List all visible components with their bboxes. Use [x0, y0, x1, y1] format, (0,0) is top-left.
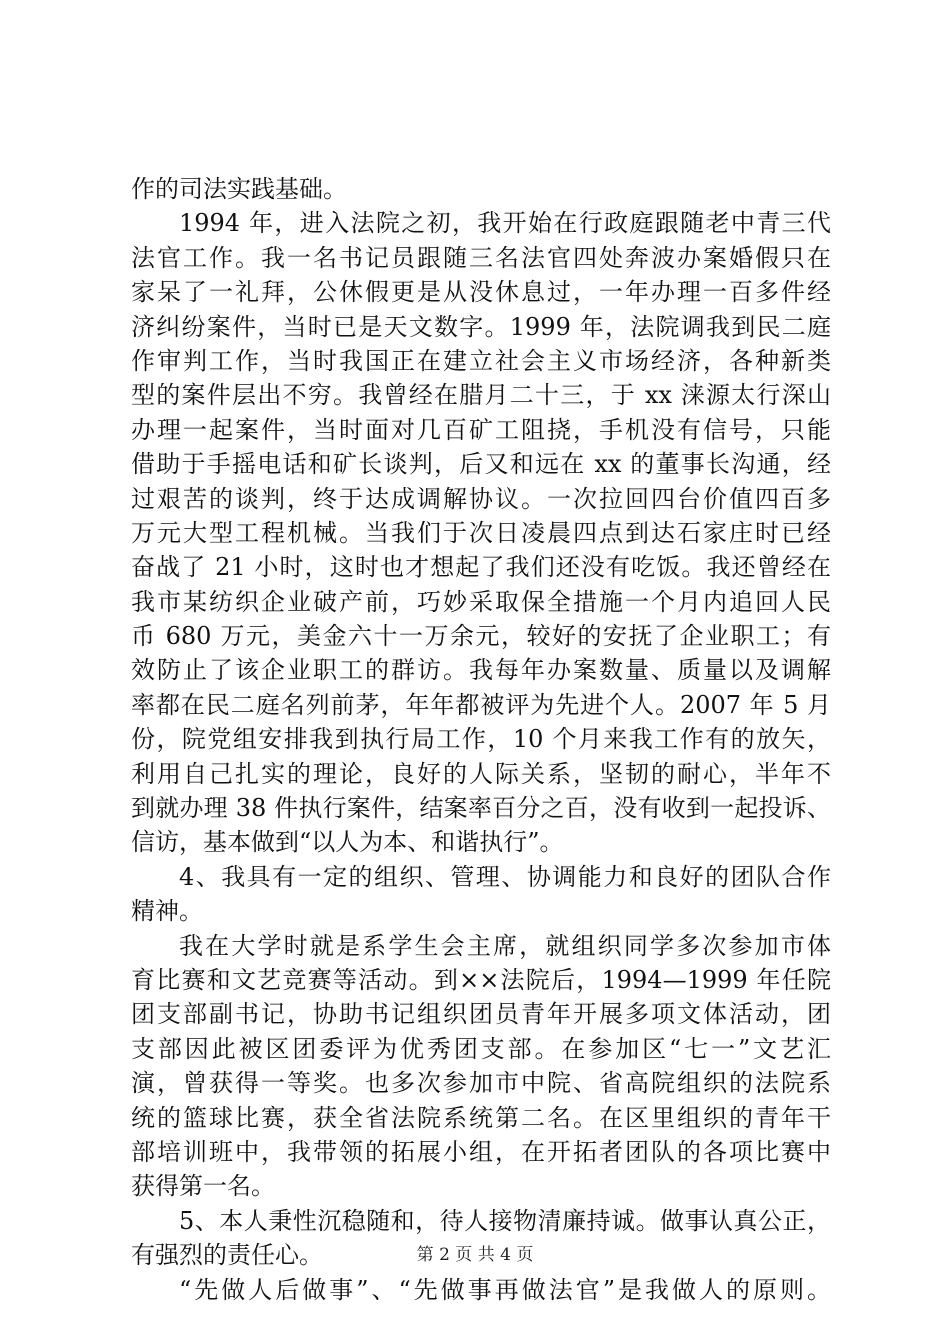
paragraph-4-line: 团支部副书记，协助书记组织团员青年开展多项文体活动，团 — [131, 1000, 831, 1029]
paragraph-2-line: 率都在民二庭名列前茅，年年都被评为先进个人。2007 年 5 月 — [131, 690, 831, 719]
paragraph-2-line: 效防止了该企业职工的群访。我每年办案数量、质量以及调解 — [131, 656, 831, 685]
paragraph-4-line: 统的篮球比赛，获全省法院系统第二名。在区里组织的青年干 — [131, 1103, 831, 1132]
paragraph-2-line: 万元大型工程机械。当我们于次日凌晨四点到达石家庄时已经 — [131, 518, 831, 547]
paragraph-2-line: 过艰苦的谈判，终于达成调解协议。一次拉回四台价值四百多 — [131, 484, 831, 513]
paragraph-4-line: 部培训班中，我带领的拓展小组，在开拓者团队的各项比赛中 — [131, 1137, 831, 1166]
paragraph-2-line: 办理一起案件，当时面对几百矿工阻挠，手机没有信号，只能 — [131, 415, 831, 444]
paragraph-2-line: 借助于手摇电话和矿长谈判，后又和远在 xx 的董事长沟通，经 — [131, 450, 831, 479]
paragraph-4-line: 育比赛和文艺竞赛等活动。到××法院后，1994—1999 年任院 — [131, 965, 831, 994]
paragraph-2-line: 法官工作。我一名书记员跟随三名法官四处奔波办案婚假只在 — [131, 243, 831, 272]
paragraph-4-line: 获得第一名。 — [131, 1172, 275, 1201]
paragraph-2-line: 家呆了一礼拜，公休假更是从没休息过，一年办理一百多件经 — [131, 278, 831, 307]
paragraph-2-line: 型的案件层出不穷。我曾经在腊月二十三，于 xx 涞源太行深山 — [131, 381, 831, 410]
paragraph-2-line: 币 680 万元，美金六十一万余元，较好的安抚了企业职工；有 — [131, 622, 831, 651]
paragraph-3-line: 4、我具有一定的组织、管理、协调能力和良好的团队合作 — [179, 862, 831, 891]
paragraph-2-line: 作审判工作，当时我国正在建立社会主义市场经济，各种新类 — [131, 346, 831, 375]
paragraph-4-line: 演，曾获得一等奖。也多次参加市中院、省高院组织的法院系 — [131, 1069, 831, 1098]
paragraph-2-line: 我市某纺织企业破产前，巧妙采取保全措施一个月内追回人民 — [131, 587, 831, 616]
paragraph-2-line: 信访，基本做到“以人为本、和谐执行”。 — [131, 828, 564, 857]
paragraph-2-line: 奋战了 21 小时，这时也才想起了我们还没有吃饭。我还曾经在 — [131, 553, 831, 582]
document-body — [131, 172, 831, 1307]
paragraph-3-line: 精神。 — [131, 897, 203, 926]
paragraph-4-line: 支部因此被区团委评为优秀团支部。在参加区“七一”文艺汇 — [131, 1034, 831, 1063]
paragraph-5-line: 有强烈的责任心。 — [131, 1241, 323, 1270]
paragraph-5-line: 5、本人秉性沉稳随和，待人接物清廉持诚。做事认真公正， — [179, 1206, 831, 1235]
paragraph-4-line: 我在大学时就是系学生会主席，就组织同学多次参加市体 — [179, 931, 831, 960]
paragraph-2-line: 份，院党组安排我到执行局工作，10 个月来我工作有的放矢， — [131, 725, 831, 754]
paragraph-1-line: 作的司法实践基础。 — [131, 175, 347, 203]
paragraph-2-line: 利用自己扎实的理论，良好的人际关系，坚韧的耐心，半年不 — [131, 759, 831, 788]
paragraph-2-line: 到就办理 38 件执行案件，结案率百分之百，没有收到一起投诉、 — [131, 794, 831, 823]
paragraph-2-line: 1994 年，进入法院之初，我开始在行政庭跟随老中青三代 — [179, 209, 831, 238]
page-footer: 第 2 页 共 4 页 — [416, 1245, 534, 1265]
paragraph-6-line: “先做人后做事”、“先做事再做法官”是我做人的原则。 — [179, 1275, 831, 1304]
paragraph-2-line: 济纠纷案件，当时已是天文数字。1999 年，法院调我到民二庭 — [131, 312, 831, 341]
